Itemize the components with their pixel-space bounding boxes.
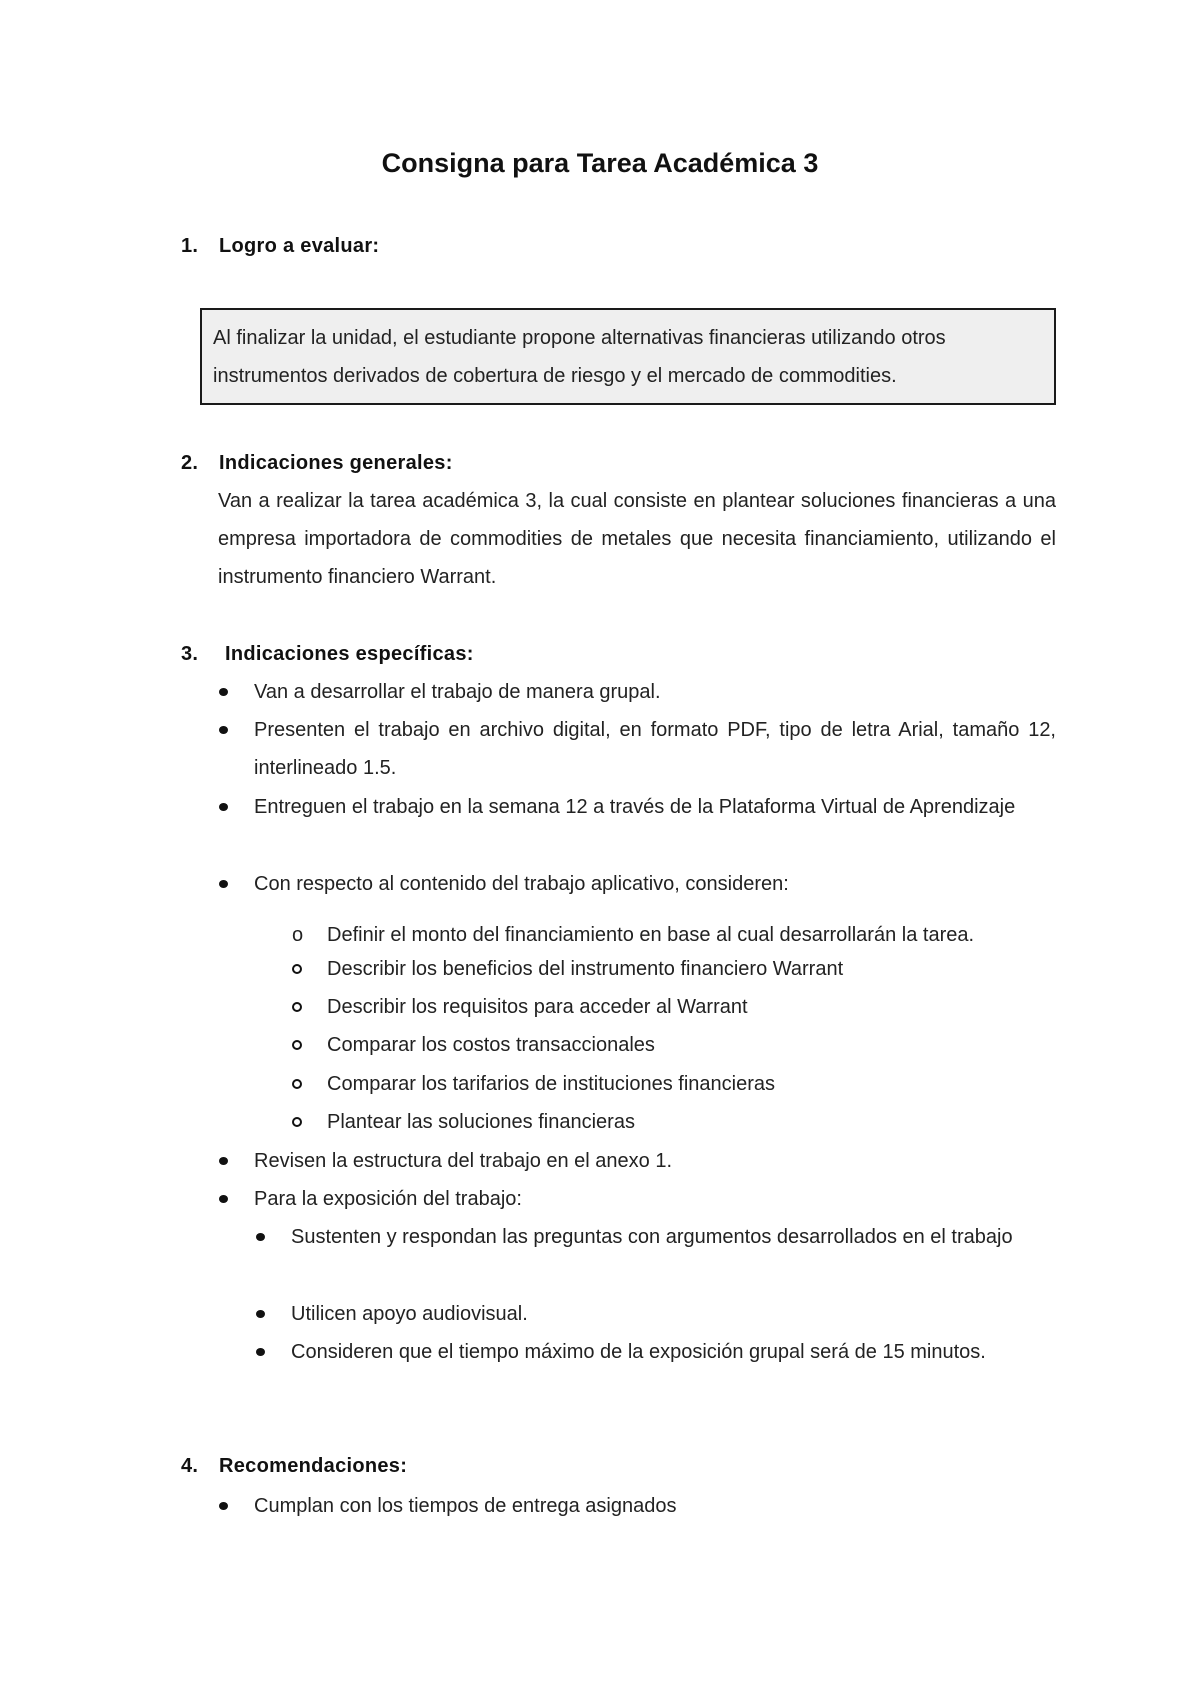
bullet-icon [219,1502,228,1510]
list-item-text: Van a desarrollar el trabajo de manera grupal. [254,681,661,703]
sub-list-item-text: Describir los beneficios del instrumento financiero Warrant [327,958,844,980]
sub-list-item-text: Definir el monto del financiamiento en base al cual desarrollarán la tarea. [327,924,975,946]
section-heading-recomendaciones [181,1453,407,1479]
bullet-icon [219,1157,228,1165]
section-heading-indicaciones-generales [181,450,453,476]
bullet-icon [219,688,228,696]
bullet-icon [219,803,228,811]
circle-bullet-icon [292,1117,302,1127]
circle-bullet-icon [292,1079,302,1089]
section-heading-logro [181,233,379,259]
section-title: Indicaciones específicas: [225,643,474,665]
list-item-text: Consideren que el tiempo máximo de la exposición grupal será de 15 minutos. [291,1341,986,1363]
section-number: 4. [181,1455,199,1477]
list-item-text: Presenten el trabajo en archivo digital, en formato PDF, tipo de letra Arial, tamaño 12, interlineado 1.5. [254,719,1056,779]
sub-list-item-text: Describir los requisitos para acceder al Warrant [327,996,748,1018]
goal-text: Al finalizar la unidad, el estudiante propone alternativas financieras utilizando otros instrumentos derivados de cobertura de riesgo y el mercado de commodities. [213,327,946,387]
circle-bullet-icon [292,1002,302,1012]
section-heading-indicaciones-especificas [181,641,474,667]
general-paragraph: Van a realizar la tarea académica 3, la cual consiste en plantear soluciones financieras a una empresa importadora de commodities de metales que necesita financiamiento, utilizando el instrumento financiero Warrant. [218,490,1056,588]
list-item-text: Para la exposición del trabajo: [254,1188,522,1210]
bullet-icon [256,1233,265,1241]
bullet-icon [256,1348,265,1356]
sub-list-item-text: Comparar los costos transaccionales [327,1034,655,1056]
list-item-text: Utilicen apoyo audiovisual. [291,1303,528,1325]
list-item-text: Entreguen el trabajo en la semana 12 a través de la Plataforma Virtual de Aprendizaje [254,796,1016,818]
list-item-text: Revisen la estructura del trabajo en el anexo 1. [254,1150,673,1172]
section-title: Logro a evaluar: [219,235,380,257]
bullet-icon [219,726,228,734]
sub-list-item-text: Plantear las soluciones financieras [327,1111,635,1133]
sub-bullet-marker: o [292,924,304,946]
list-item-text: Cumplan con los tiempos de entrega asignados [254,1495,677,1517]
circle-bullet-icon [292,964,302,974]
list-item-text: Con respecto al contenido del trabajo aplicativo, consideren: [254,873,789,895]
section-number: 3. [181,643,199,665]
bullet-icon [219,1195,228,1203]
document-title: Consigna para Tarea Académica 3 [381,148,819,178]
circle-bullet-icon [292,1040,302,1050]
section-number: 1. [181,235,199,257]
list-item-text: Sustenten y respondan las preguntas con argumentos desarrollados en el trabajo [291,1226,1013,1248]
bullet-icon [219,880,228,888]
section-number: 2. [181,452,199,474]
goal-box [200,308,1056,405]
bullet-icon [256,1310,265,1318]
section-title: Indicaciones generales: [219,452,453,474]
section-title: Recomendaciones: [219,1455,408,1477]
sub-list-item-text: Comparar los tarifarios de instituciones financieras [327,1073,775,1095]
